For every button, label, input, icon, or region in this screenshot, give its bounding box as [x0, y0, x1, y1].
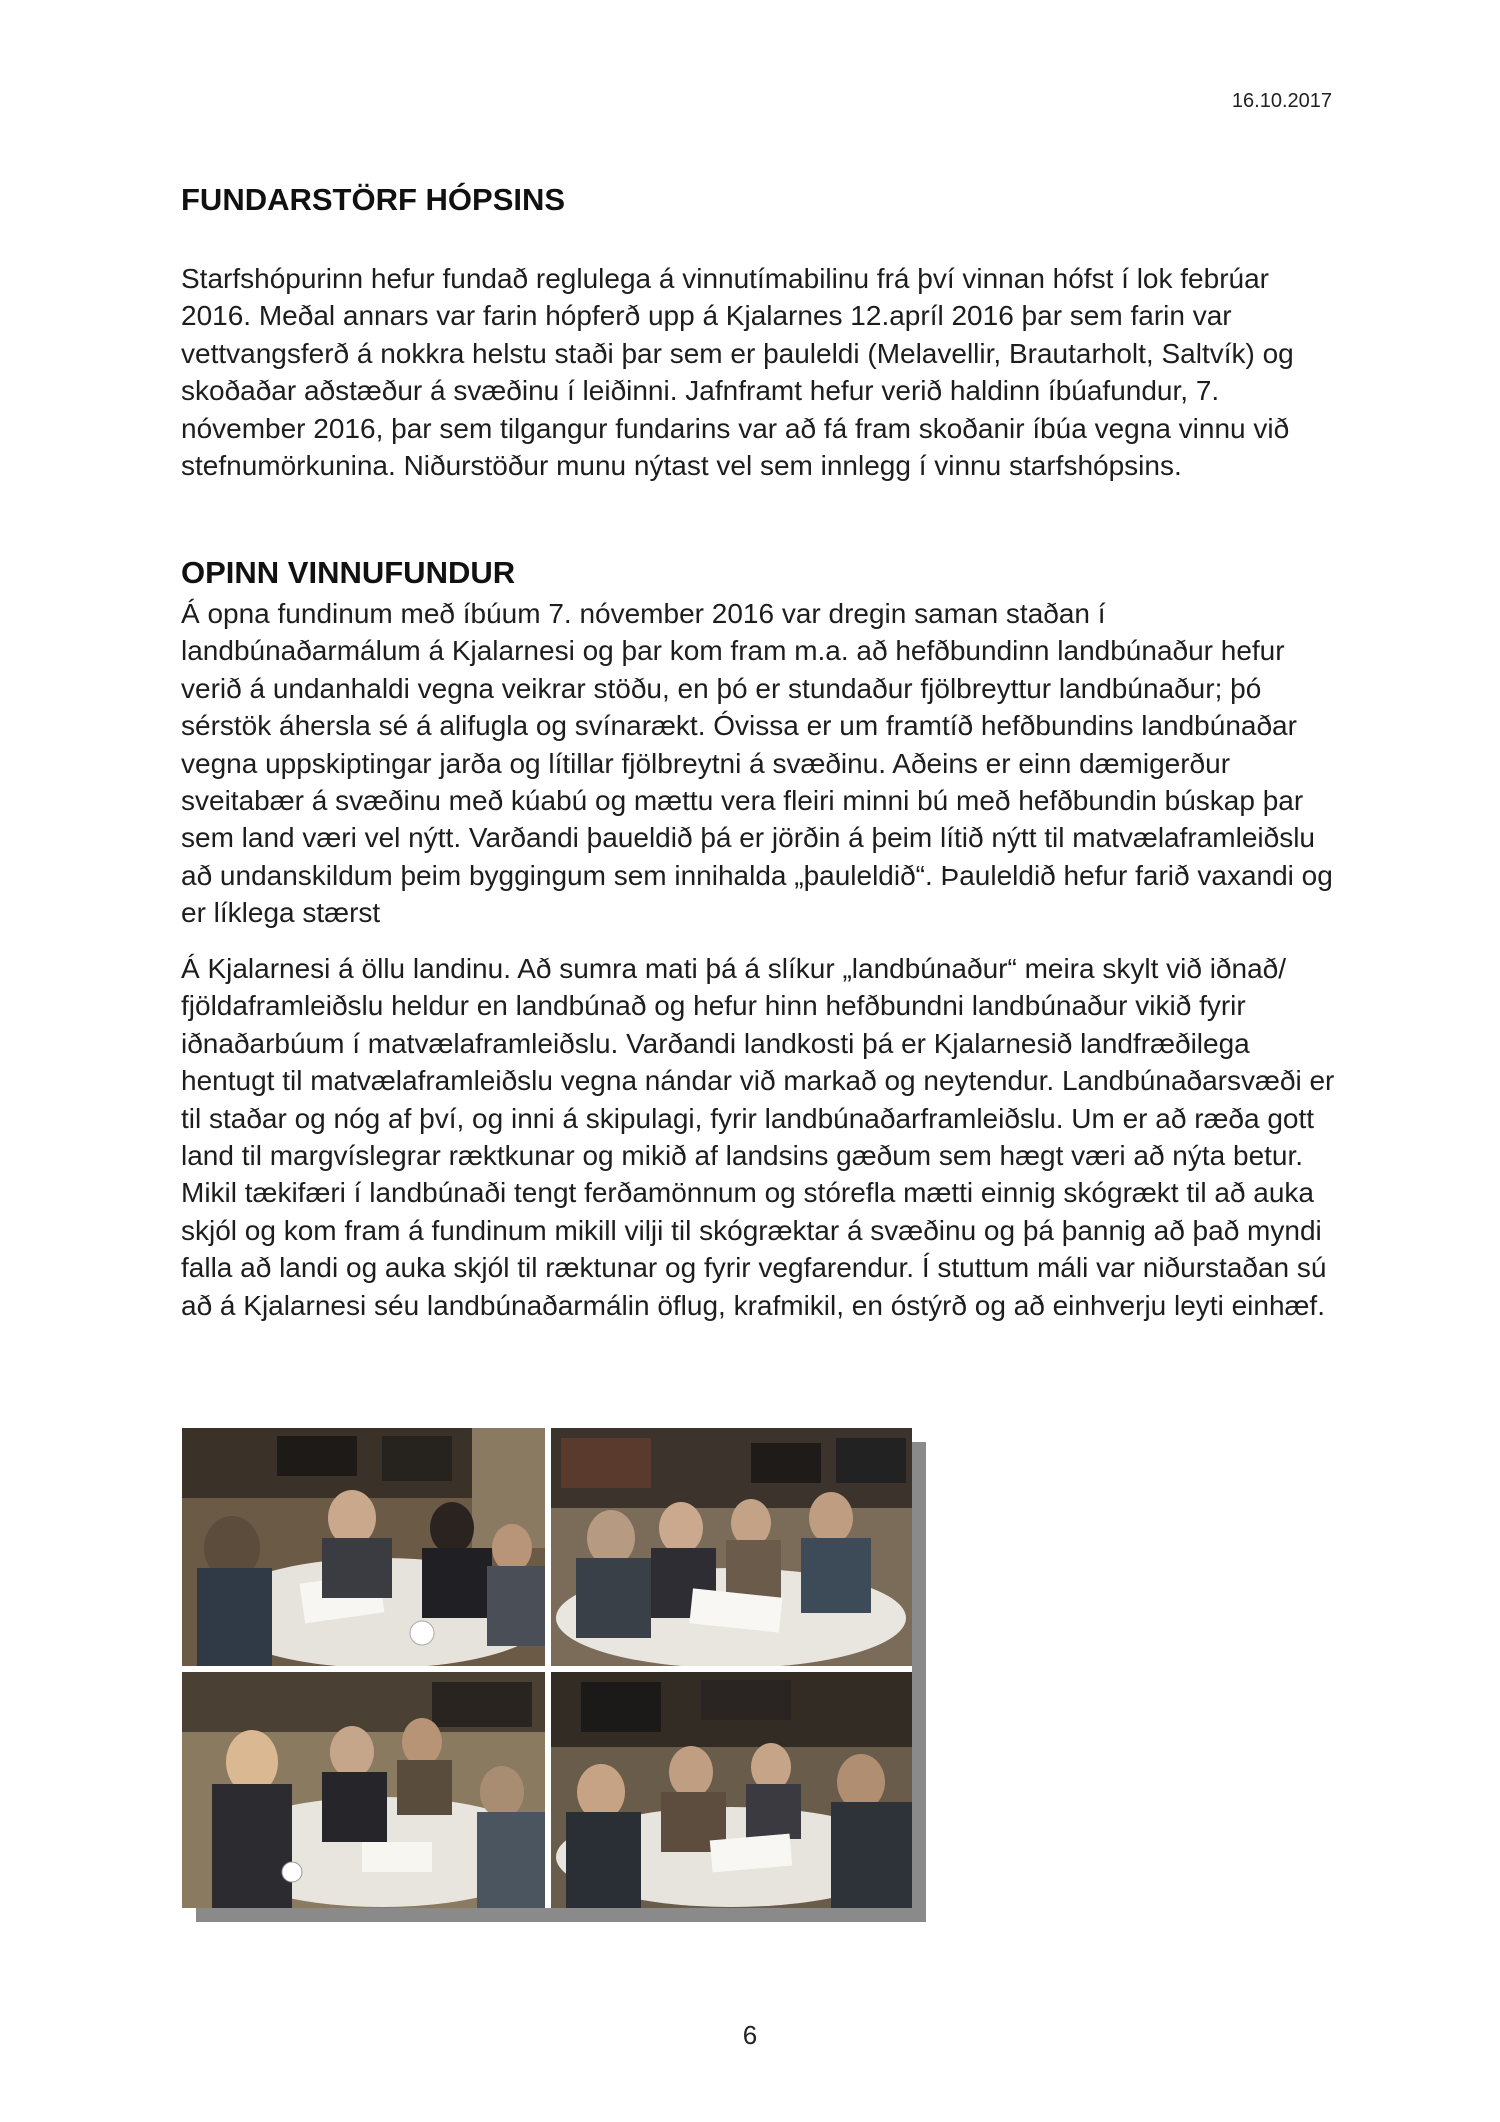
paragraph-fundarstorf: Starfshópurinn hefur fundað reglulega á vinnutímabilinu frá því vinnan hófst í lok febrúar 2016. Meðal annars var farin hópferð upp á Kjalarnes 12.apríl 2016 þar sem farin var vettvangsferð á nokkra helstu staði þar sem er þauleldi (Melavellir, Brautarholt, Saltvík) og skoðaðar aðstæður á svæðinu í leiðinni. Jafnframt hefur verið haldinn íbúafundur, 7. nóvember 2016, þar sem tilgangur fundarins var að fá fram skoðanir íbúa vegna vinnu við stefnumörkunina. Niðurstöður munu nýtast vel sem innlegg í vinnu starfshópsins. — [181, 263, 1294, 482]
document-date: 16.10.2017 — [1231, 90, 1332, 112]
collage-frame — [182, 1428, 912, 1908]
section-heading-fundarstorf: FUNDARSTÖRF HÓPSINS — [181, 182, 566, 217]
section-heading-opinn-vinnufundur: OPINN VINNUFUNDUR — [181, 555, 516, 590]
page-number: 6 — [742, 2020, 758, 2050]
meeting-photo-4 — [551, 1672, 912, 1908]
meeting-photo-3 — [182, 1672, 545, 1908]
meeting-photo-2 — [551, 1428, 912, 1666]
paragraph-opinn-vinnufundur-1: Á opna fundinum með íbúum 7. nóvember 2016 var dregin saman staðan í landbúnaðarmálum á Kjalarnesi og þar kom fram m.a. að hefðbundinn landbúnaður hefur verið á undanhaldi vegna veikrar stöðu, en þó er stundaður fjölbreyttur landbúnaður; þó sérstök áhersla sé á alifugla og svínarækt. Óvissa er um framtíð hefðbundins landbúnaðar vegna uppskiptingar jarða og lítillar fjölbreytni á svæðinu. Aðeins er einn dæmigerður sveitabær á svæðinu með kúabú og mættu vera fleiri minni bú með hefðbundin búskap þar sem land væri vel nýtt. Varðandi þaueldið þá er jörðin á þeim lítið nýtt til matvælaframleiðslu að undanskildum þeim byggingum sem innihalda „þauleldið“. Þauleldið hefur farið vaxandi og er líklega stærst — [181, 598, 1333, 929]
meeting-photo-1 — [182, 1428, 545, 1666]
paragraph-opinn-vinnufundur-2: Á Kjalarnesi á öllu landinu. Að sumra mati þá á slíkur „landbúnaður“ meira skylt við iðnað/ fjöldaframleiðslu heldur en landbúnað og hefur hinn hefðbundni landbúnaður vikið fyrir iðnaðarbúum í matvælaframleiðslu. Varðandi landkosti þá er Kjalarnesið landfræðilega hentugt til matvælaframleiðslu vegna nándar við markað og neytendur. Landbúnaðarsvæði er til staðar og nóg af því, og inni á skipulagi, fyrir landbúnaðarframleiðslu. Um er að ræða gott land til margvíslegrar ræktkunar og mikið af landsins gæðum sem hægt væri að nýta betur. Mikil tækifæri í landbúnaði tengt ferðamönnum og stórefla mætti einnig skógrækt til að auka skjól og kom fram á fundinum mikill vilji til skógræktar á svæðinu og þá þannig að það myndi falla að landi og auka skjól til ræktunar og fyrir vegfarendur. Í stuttum máli var niðurstaðan sú að á Kjalarnesi séu landbúnaðarmálin öflug, krafmikil, en óstýrð og að einhverju leyti einhæf. — [181, 953, 1335, 1321]
meeting-photo-collage — [182, 1428, 912, 1908]
